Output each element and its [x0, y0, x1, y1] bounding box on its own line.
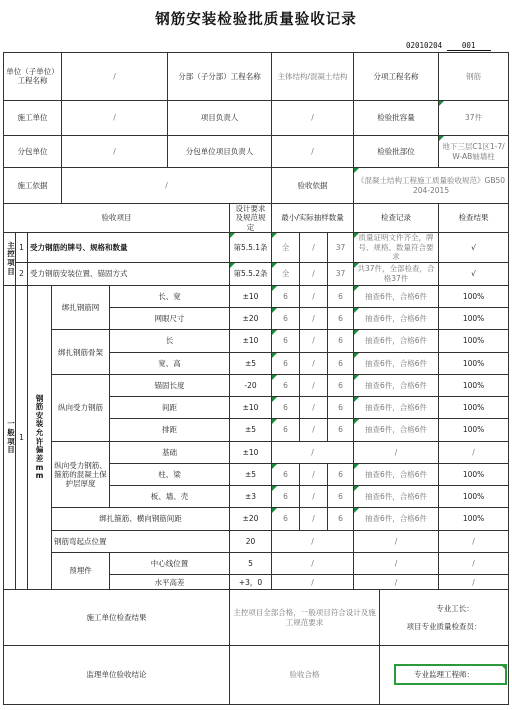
g-record[interactable]: 抽查6件，合格6件: [354, 374, 439, 396]
g-sub: 长: [110, 330, 230, 352]
engineer-signature-field[interactable]: [394, 664, 507, 685]
g-min[interactable]: 6: [272, 463, 300, 485]
g-result[interactable]: 100%: [439, 352, 509, 374]
contractor-value[interactable]: /: [62, 100, 168, 135]
inspection-label: 施工单位检查结果: [4, 590, 230, 646]
g-spec: ±20: [230, 308, 272, 330]
g-spec: +3，0: [230, 575, 272, 590]
g-spec: ±3: [230, 486, 272, 508]
inspection-signatures: [380, 590, 509, 646]
g-min[interactable]: 6: [272, 374, 300, 396]
g-actual[interactable]: 6: [328, 397, 354, 419]
g-spec: ±5: [230, 419, 272, 441]
main-row-spec: 第5.5.2条: [230, 262, 272, 285]
g-actual[interactable]: 6: [328, 285, 354, 307]
g-sub: 长、宽: [110, 285, 230, 307]
g-record[interactable]: /: [354, 575, 439, 590]
g-spec: ±5: [230, 352, 272, 374]
g-record[interactable]: /: [354, 552, 439, 574]
acceptance-basis-label: 验收依据: [272, 168, 354, 203]
batch-loc-label: 检验批部位: [354, 135, 439, 167]
g-min[interactable]: /: [272, 575, 354, 590]
unit-label: 单位（子单位）工程名称: [4, 53, 62, 101]
g-sep: /: [300, 285, 328, 307]
g-sub: 间距: [110, 397, 230, 419]
g-result[interactable]: /: [439, 575, 509, 590]
g-result[interactable]: /: [439, 530, 509, 552]
g-spec: ±5: [230, 463, 272, 485]
g-record[interactable]: 抽查6件，合格6件: [354, 285, 439, 307]
batch-qty-label: 检验批容量: [354, 100, 439, 135]
g-result[interactable]: 100%: [439, 419, 509, 441]
division-label: 分部（子分部）工程名称: [168, 53, 272, 101]
g-min[interactable]: /: [272, 552, 354, 574]
subitem-value[interactable]: 钢筋: [439, 53, 509, 101]
g-actual[interactable]: 6: [328, 374, 354, 396]
cat-cover: 纵向受力钢筋、箍筋的混凝土保护层厚度: [52, 441, 110, 508]
g-result[interactable]: 100%: [439, 374, 509, 396]
qc-label: 项目专业质量检查员：: [406, 621, 482, 631]
g-spec: ±10: [230, 441, 272, 463]
g-record[interactable]: 抽查6件，合格6件: [354, 486, 439, 508]
division-value[interactable]: 主体结构/混凝土结构: [272, 53, 354, 101]
main-group-label: 主控项目: [4, 233, 16, 286]
signature-field-marker: [500, 664, 505, 669]
main-row-actual[interactable]: 37: [328, 262, 354, 285]
g-record[interactable]: 抽查6件，合格6件: [354, 308, 439, 330]
cat-stirrup: 绑扎箍筋、横向钢筋间距: [52, 508, 230, 530]
g-record[interactable]: /: [354, 530, 439, 552]
g-min[interactable]: /: [272, 530, 354, 552]
main-row-result[interactable]: √: [439, 233, 509, 262]
form-code-prefix: 02010204: [406, 41, 443, 50]
g-min[interactable]: /: [272, 441, 354, 463]
main-row-min[interactable]: 全: [272, 233, 300, 262]
sub-pm-value[interactable]: /: [272, 135, 354, 167]
g-result[interactable]: /: [439, 441, 509, 463]
g-record[interactable]: 抽查6件，合格6件: [354, 397, 439, 419]
g-sep: /: [300, 330, 328, 352]
cat-frame: 绑扎钢筋骨架: [52, 330, 110, 375]
g-sep: /: [300, 374, 328, 396]
g-actual[interactable]: 6: [328, 308, 354, 330]
g-result[interactable]: 100%: [439, 285, 509, 307]
document-title: 钢筋安装检验批质量验收记录: [155, 12, 357, 28]
basis-label: 施工依据: [4, 168, 62, 203]
main-row-name: 受力钢筋安装位置、锚固方式: [28, 262, 230, 285]
g-spec: ±10: [230, 285, 272, 307]
main-row-name: 受力钢筋的牌号、规格和数量: [28, 233, 230, 262]
unit-value[interactable]: /: [62, 53, 168, 101]
main-row-result[interactable]: √: [439, 262, 509, 285]
g-actual[interactable]: 6: [328, 330, 354, 352]
acceptance-table: [3, 52, 509, 705]
main-row-actual[interactable]: 37: [328, 233, 354, 262]
g-min[interactable]: 6: [272, 419, 300, 441]
g-result[interactable]: 100%: [439, 486, 509, 508]
g-actual[interactable]: 6: [328, 352, 354, 374]
acceptance-basis-value[interactable]: 《混凝土结构工程施工质量验收规范》GB50204-2015: [354, 168, 509, 203]
main-row-min[interactable]: 全: [272, 262, 300, 285]
g-min[interactable]: 6: [272, 397, 300, 419]
main-row-no: 1: [16, 233, 28, 262]
cat-embed: 预埋件: [52, 552, 110, 589]
subitem-label: 分项工程名称: [354, 53, 439, 101]
g-record[interactable]: /: [354, 441, 439, 463]
g-min[interactable]: 6: [272, 308, 300, 330]
g-result[interactable]: 100%: [439, 508, 509, 530]
g-spec: 5: [230, 552, 272, 574]
g-result[interactable]: /: [439, 552, 509, 574]
g-spec: -20: [230, 374, 272, 396]
g-result[interactable]: 100%: [439, 463, 509, 485]
form-code-number[interactable]: 001: [447, 41, 491, 51]
engineer-label: 专业监理工程师：: [414, 670, 475, 680]
g-actual[interactable]: 6: [328, 486, 354, 508]
main-row-no: 2: [16, 262, 28, 285]
g-sub: 排距: [110, 419, 230, 441]
g-record[interactable]: 抽查6件，合格6件: [354, 419, 439, 441]
general-row-no: 1: [16, 285, 28, 589]
g-result[interactable]: 100%: [439, 397, 509, 419]
g-sep: /: [300, 352, 328, 374]
g-sep: /: [300, 397, 328, 419]
g-sep: /: [300, 486, 328, 508]
g-result[interactable]: 100%: [439, 308, 509, 330]
g-sep: /: [300, 419, 328, 441]
sub-label: 分包单位: [4, 135, 62, 167]
g-spec: 20: [230, 530, 272, 552]
basis-value[interactable]: /: [62, 168, 272, 203]
g-actual[interactable]: 6: [328, 463, 354, 485]
batch-qty-value[interactable]: 37件: [439, 100, 509, 135]
g-sep: /: [300, 508, 328, 530]
col-item: 验收项目: [4, 203, 230, 232]
g-sub: 板、墙、壳: [110, 486, 230, 508]
g-sep: /: [300, 308, 328, 330]
g-sub: 柱、梁: [110, 463, 230, 485]
g-min[interactable]: 6: [272, 352, 300, 374]
g-sub: 中心线位置: [110, 552, 230, 574]
g-min[interactable]: 6: [272, 508, 300, 530]
sub-value[interactable]: /: [62, 135, 168, 167]
inspection-text[interactable]: 主控项目全部合格，一般项目符合设计及施工规范要求: [230, 590, 380, 646]
g-min[interactable]: 6: [272, 285, 300, 307]
supervision-text[interactable]: 验收合格: [230, 646, 380, 705]
col-result: 检查结果: [439, 203, 509, 232]
col-design: 设计要求及规范规定: [230, 203, 272, 232]
col-sample: 最小/实际抽样数量: [272, 203, 354, 232]
cat-net: 绑扎钢筋网: [52, 285, 110, 330]
g-spec: ±10: [230, 397, 272, 419]
supervision-label: 监理单位验收结论: [4, 646, 230, 705]
g-actual[interactable]: 6: [328, 508, 354, 530]
cat-bend: 钢筋弯起点位置: [52, 530, 230, 552]
g-spec: ±20: [230, 508, 272, 530]
g-record[interactable]: 抽查6件，合格6件: [354, 463, 439, 485]
pm-value[interactable]: /: [272, 100, 354, 135]
main-row-sep: /: [300, 262, 328, 285]
g-sub: 网眼尺寸: [110, 308, 230, 330]
g-result[interactable]: 100%: [439, 330, 509, 352]
general-group-label: 一般项目: [4, 285, 16, 589]
g-record[interactable]: 抽查6件，合格6件: [354, 508, 439, 530]
g-spec: ±10: [230, 330, 272, 352]
g-actual[interactable]: 6: [328, 419, 354, 441]
g-sub: 锚固长度: [110, 374, 230, 396]
general-vertical-label: 钢筋安装允许偏差mm: [28, 285, 52, 589]
cat-bar: 纵向受力钢筋: [52, 374, 110, 441]
g-sub: 宽、高: [110, 352, 230, 374]
contractor-label: 施工单位: [4, 100, 62, 135]
batch-loc-value[interactable]: 地下三层C1区1-7/W-AB轴墙柱: [439, 135, 509, 167]
form-code: [406, 41, 491, 51]
main-row-spec: 第5.5.1条: [230, 233, 272, 262]
foreman-label: 专业工长：: [436, 604, 474, 614]
pm-label: 项目负责人: [168, 100, 272, 135]
col-record: 检查记录: [354, 203, 439, 232]
g-sub: 水平高差: [110, 575, 230, 590]
sub-pm-label: 分包单位项目负责人: [168, 135, 272, 167]
g-min[interactable]: 6: [272, 486, 300, 508]
g-record[interactable]: 抽查6件，合格6件: [354, 330, 439, 352]
main-row-sep: /: [300, 233, 328, 262]
g-sub: 基础: [110, 441, 230, 463]
g-record[interactable]: 抽查6件，合格6件: [354, 352, 439, 374]
g-sep: /: [300, 463, 328, 485]
main-row-record[interactable]: 共37件，全部检查，合格37件: [354, 262, 439, 285]
g-min[interactable]: 6: [272, 330, 300, 352]
main-row-record[interactable]: 质量证明文件齐全，牌号、规格、数量符合要求: [354, 233, 439, 262]
